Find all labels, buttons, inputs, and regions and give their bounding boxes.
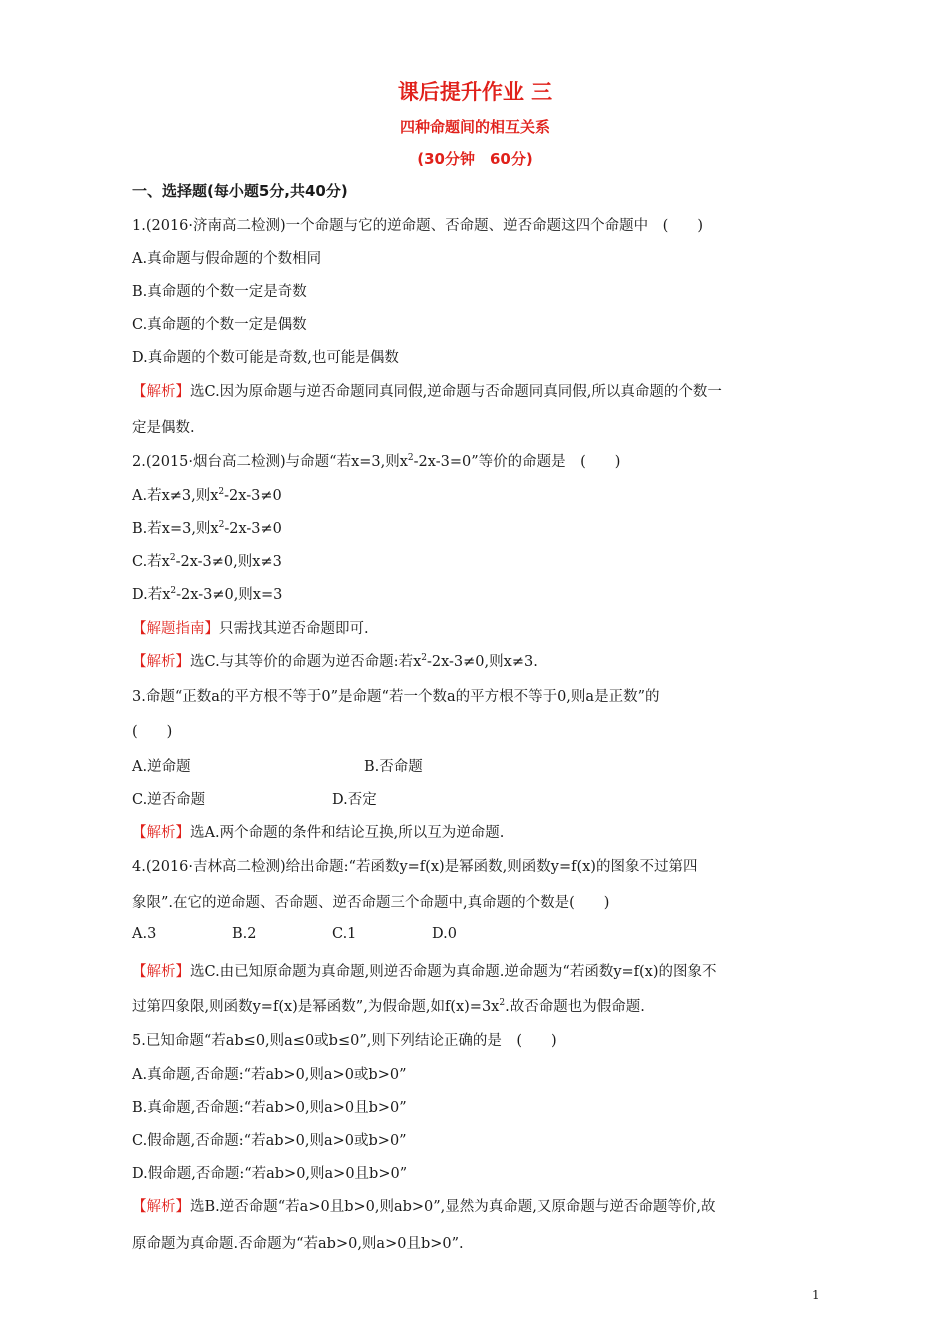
q2-answer: 【解析】选C.与其等价的命题为逆否命题:若$x^2-2x-3\ne 0$,则x≠3. — [132, 653, 538, 670]
q2-option-a: A.若x≠3,则$x^2-2x-3\ne 0$ — [132, 487, 282, 504]
q3-option-c: C.逆否命题 — [132, 792, 206, 808]
page-subtitle: 四种命题间的相互关系 — [399, 118, 550, 136]
answer-tag: 【解析】 — [132, 654, 190, 670]
q3-option-a: A.逆命题 — [132, 759, 191, 775]
time-limit: (30分钟 60分) — [417, 150, 533, 168]
q3-option-d: D.否定 — [332, 792, 377, 808]
q4-option-d: D.0 — [432, 926, 457, 942]
q1-answer-cont: 定是偶数. — [132, 420, 195, 436]
page-title: 课后提升作业 三 — [397, 80, 553, 104]
page-number: 1 — [812, 1288, 820, 1302]
q3-option-b: B.否命题 — [364, 759, 423, 775]
q5-option-a: A.真命题,否命题:“若ab>0,则a>0或b>0” — [132, 1067, 407, 1083]
q5-stem: 5.已知命题“若ab≤0,则a≤0或b≤0”,则下列结论正确的是 ( ) — [132, 1033, 557, 1049]
q2-option-b: B.若x=3,则$x^2-2x-3\ne 0$ — [132, 520, 282, 537]
q4-option-c: C.1 — [332, 926, 357, 942]
q2-option-d: D.若$x^2-2x-3\ne 0$,则x=3 — [132, 586, 283, 603]
q5-answer-cont: 原命题为真命题.否命题为“若ab>0,则a>0且b>0”. — [132, 1236, 464, 1252]
q4-option-b: B.2 — [232, 926, 257, 942]
answer-tag: 【解析】 — [132, 964, 190, 980]
q4-option-a: A.3 — [132, 926, 157, 942]
q2-guide: 【解题指南】只需找其逆否命题即可. — [132, 621, 369, 637]
q3-stem: 3.命题“正数a的平方根不等于0”是命题“若一个数a的平方根不等于0,则a是正数”的 — [132, 689, 660, 705]
q1-option-b: B.真命题的个数一定是奇数 — [132, 284, 307, 300]
q4-answer-cont: 过第四象限,则函数y=f(x)是幂函数”,为假命题,如$f(x)=3x^2$.故否命题也为假命题. — [132, 998, 645, 1015]
q1-option-c: C.真命题的个数一定是偶数 — [132, 317, 307, 333]
answer-tag: 【解析】 — [132, 1199, 190, 1215]
q1-answer: 【解析】选C.因为原命题与逆否命题同真同假,逆命题与否命题同真同假,所以真命题的个数一 — [132, 384, 722, 400]
q1-option-d: D.真命题的个数可能是奇数,也可能是偶数 — [132, 350, 399, 366]
q4-answer: 【解析】选C.由已知原命题为真命题,则逆否命题为真命题.逆命题为“若函数y=f(x)的图象不 — [132, 964, 717, 980]
q1-option-a: A.真命题与假命题的个数相同 — [132, 251, 322, 267]
answer-tag: 【解析】 — [132, 825, 190, 841]
q2-option-c: C.若$x^2-2x-3\ne 0$,则x≠3 — [132, 553, 282, 570]
section-heading: 一、选择题(每小题5分,共40分) — [132, 182, 348, 200]
q3-answer: 【解析】选A.两个命题的条件和结论互换,所以互为逆命题. — [132, 825, 505, 841]
q5-option-d: D.假命题,否命题:“若ab>0,则a>0且b>0” — [132, 1166, 408, 1182]
q4-stem-cont: 象限”.在它的逆命题、否命题、逆否命题三个命题中,真命题的个数是( ) — [132, 895, 610, 911]
q3-stem-cont: ( ) — [132, 724, 173, 740]
q5-answer: 【解析】选B.逆否命题“若a>0且b>0,则ab>0”,显然为真命题,又原命题与逆否命题等价,故 — [132, 1199, 716, 1215]
q2-stem: 2.(2015·烟台高二检测)与命题“若x=3,则$x^2-2x-3=0$”等价的命题是 ( ) — [132, 453, 621, 470]
q5-option-b: B.真命题,否命题:“若ab>0,则a>0且b>0” — [132, 1100, 407, 1116]
guide-tag: 【解题指南】 — [132, 621, 219, 637]
q5-option-c: C.假命题,否命题:“若ab>0,则a>0或b>0” — [132, 1133, 407, 1149]
q1-stem: 1.(2016·济南高二检测)一个命题与它的逆命题、否命题、逆否命题这四个命题中 ( ) — [132, 218, 703, 234]
q4-stem: 4.(2016·吉林高二检测)给出命题:“若函数y=f(x)是幂函数,则函数y=f(x)的图象不过第四 — [132, 859, 698, 875]
answer-tag: 【解析】 — [132, 384, 190, 400]
